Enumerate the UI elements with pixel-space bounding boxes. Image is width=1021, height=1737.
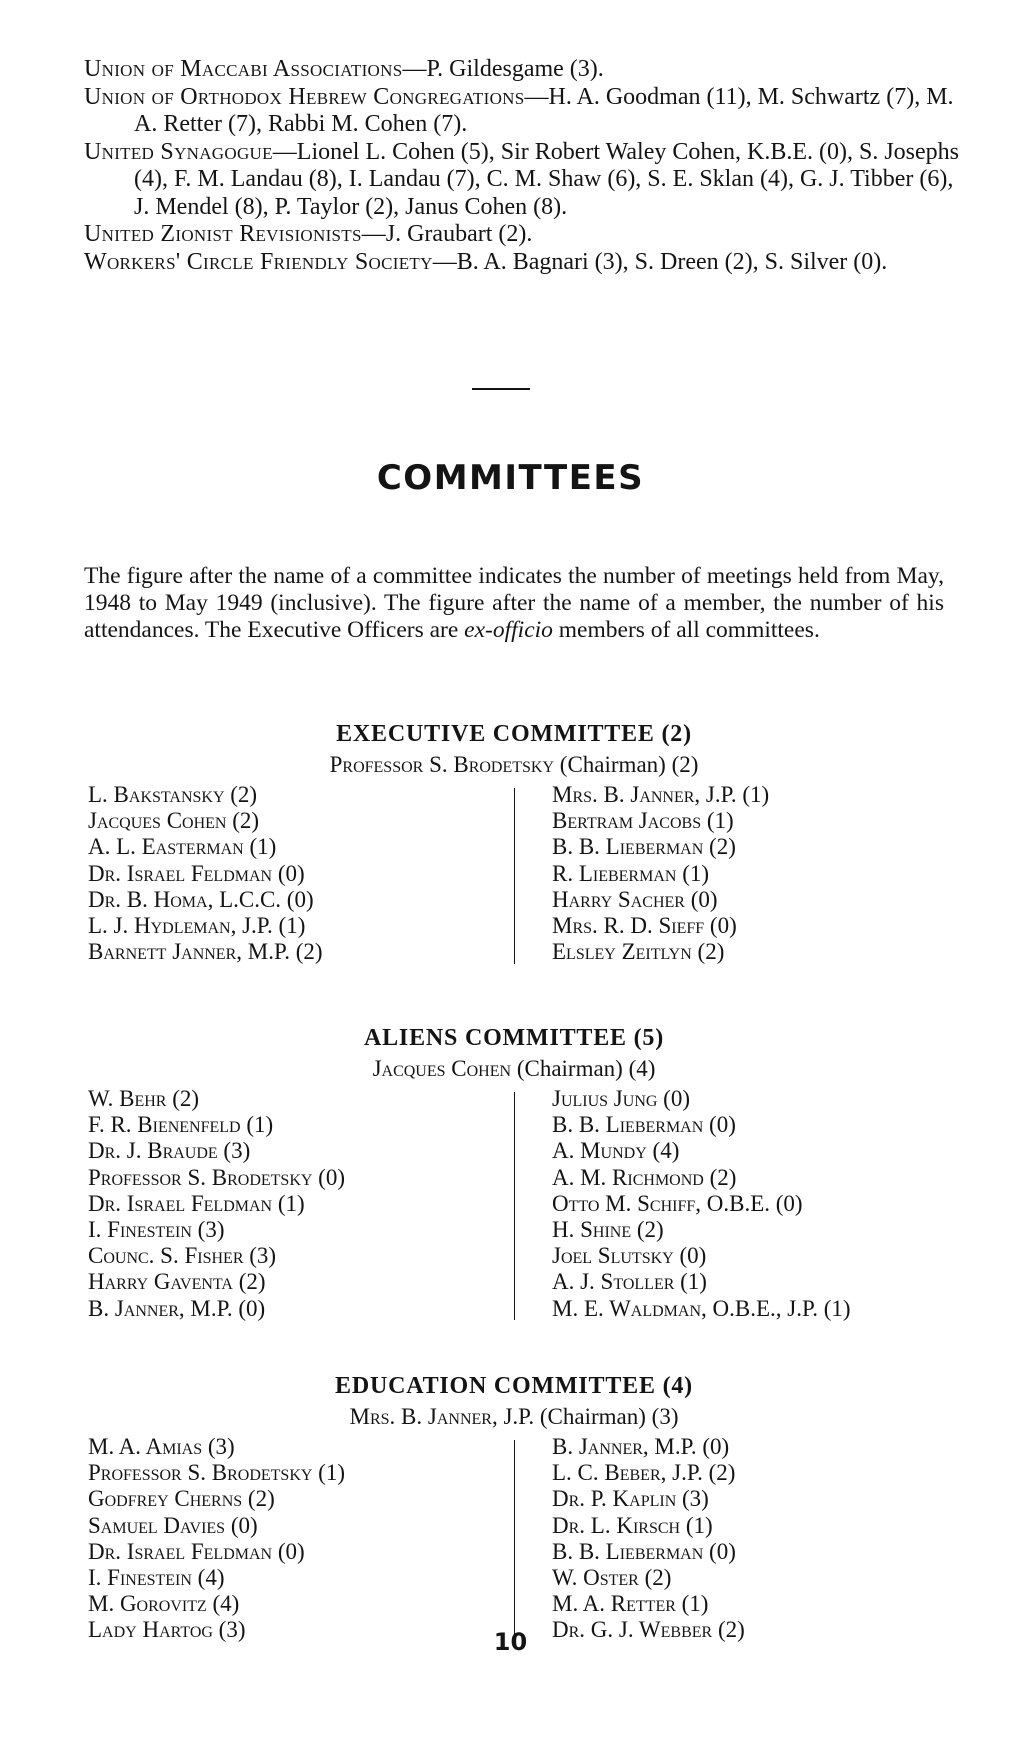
member-entry: Professor S. Brodetsky (0) [88, 1164, 345, 1190]
member-entry: Elsley Zeitlyn (2) [552, 939, 725, 965]
member-entry: Dr. Israel Feldman (0) [88, 860, 305, 886]
member-columns [84, 782, 944, 968]
member-entry: B. B. Lieberman (0) [552, 1538, 736, 1564]
member-entry: R. Lieberman (1) [552, 860, 710, 886]
chairman-role: (Chairman) (2) [554, 752, 699, 777]
member-entry: L. C. Beber, J.P. (2) [552, 1460, 736, 1486]
chairman-role: (Chairman) (4) [511, 1056, 656, 1081]
member-entry: Godfrey Cherns (2) [88, 1486, 275, 1512]
committee-chairman [84, 750, 944, 782]
member-entry: Dr. J. Braude (3) [88, 1138, 251, 1164]
member-entry: Lady Hartog (3) [88, 1617, 246, 1643]
member-entry: Dr. B. Homa, L.C.C. (0) [88, 886, 314, 912]
page-number: 10 [493, 1628, 528, 1656]
executive-committee [84, 718, 944, 968]
member-entry: B. B. Lieberman (0) [552, 1112, 736, 1138]
committee-title: EDUCATION COMMITTEE (4) [335, 1373, 693, 1399]
member-entry: I. Finestein (4) [88, 1565, 225, 1591]
delegate-list [84, 56, 964, 276]
aliens-committee [84, 1022, 944, 1326]
member-entry: Dr. G. J. Webber (2) [552, 1617, 745, 1643]
intro-paragraph [84, 563, 944, 644]
committee-title: EXECUTIVE COMMITTEE (2) [336, 721, 692, 747]
member-entry: Julius Jung (0) [552, 1086, 690, 1111]
member-entry: Dr. Israel Feldman (1) [88, 1190, 305, 1216]
organisation-name: United Zionist Revisionists [84, 221, 362, 247]
delegate-entry [84, 139, 964, 222]
delegate-entry [84, 84, 964, 139]
organisation-name: Union of Orthodox Hebrew Congregations [84, 83, 525, 110]
member-list-left [88, 1434, 508, 1644]
member-entry: Harry Sacher (0) [552, 886, 718, 912]
member-entry: W. Behr (2) [88, 1086, 200, 1111]
member-entry: B. Janner, M.P. (0) [552, 1434, 730, 1459]
member-entry: M. A. Retter (1) [552, 1591, 709, 1617]
member-list-right [552, 1086, 952, 1322]
chairman-name: Jacques Cohen [372, 1056, 512, 1081]
member-entry: Harry Gaventa (2) [88, 1269, 266, 1295]
member-entry: Barnett Janner, M.P. (2) [88, 939, 323, 965]
member-entry: H. Shine (2) [552, 1217, 664, 1243]
member-entry: I. Finestein (3) [88, 1217, 225, 1243]
chairman-name: Mrs. B. Janner, J.P. [349, 1404, 535, 1429]
member-entry: W. Oster (2) [552, 1565, 672, 1591]
delegate-members: —Lionel L. Cohen (5), Sir Robert Waley Cohen, K.B.E. (0), S. Josephs (4), F. M. Landau (8), I. Landau (7), C. M. Shaw (6), S. E. Sklan (4), G. J. Tibber (6), J. Mendel (8), P. Taylor (2), Janus Cohen (8). [134, 138, 960, 220]
member-columns [84, 1434, 944, 1646]
member-entry: Bertram Jacobs (1) [552, 808, 734, 834]
delegate-entry [84, 56, 964, 84]
member-entry: L. J. Hydleman, J.P. (1) [88, 913, 306, 939]
member-list-left [88, 1086, 508, 1322]
column-divider [514, 1092, 515, 1320]
member-entry: Dr. P. Kaplin (3) [552, 1486, 709, 1512]
member-entry: Jacques Cohen (2) [88, 808, 260, 834]
intro-text: The figure after the name of a committee indicates the number of meetings held from May, 1948 to May 1949 (inclusive). The figure after the name of a member, the number of his attendances. The Executive Officers are [84, 563, 944, 643]
member-entry: L. Bakstansky (2) [88, 782, 258, 807]
column-divider [514, 788, 515, 964]
member-entry: F. R. Bienenfeld (1) [88, 1112, 274, 1138]
organisation-name: Union of Maccabi Associations [84, 56, 403, 82]
member-list-right [552, 1434, 952, 1644]
member-entry: B. Janner, M.P. (0) [88, 1295, 266, 1321]
organisation-name: Workers' Circle Friendly Society [84, 248, 433, 275]
member-entry: Counc. S. Fisher (3) [88, 1243, 277, 1269]
member-entry: Mrs. R. D. Sieff (0) [552, 913, 737, 939]
member-entry: A. J. Stoller (1) [552, 1269, 707, 1295]
intro-text-end: members of all committees. [552, 617, 820, 643]
member-entry: Dr. L. Kirsch (1) [552, 1512, 713, 1538]
committee-title: ALIENS COMMITTEE (5) [363, 1025, 665, 1051]
member-entry: M. A. Amias (3) [88, 1434, 235, 1459]
delegate-members: —B. A. Bagnari (3), S. Dreen (2), S. Silver (0). [432, 248, 888, 275]
member-entry: B. B. Lieberman (2) [552, 834, 736, 860]
committee-chairman [84, 1054, 944, 1086]
organisation-name: United Synagogue [84, 138, 273, 165]
member-columns [84, 1086, 944, 1326]
member-entry: Joel Slutsky (0) [552, 1243, 707, 1269]
committee-chairman [84, 1402, 944, 1434]
member-entry: Professor S. Brodetsky (1) [88, 1460, 345, 1486]
member-entry: Dr. Israel Feldman (0) [88, 1538, 305, 1564]
chairman-name: Professor S. Brodetsky [329, 752, 555, 777]
member-entry: Samuel Davies (0) [88, 1512, 258, 1538]
delegate-members: —P. Gildesgame (3). [402, 56, 604, 82]
intro-emphasis: ex-officio [464, 617, 553, 643]
chairman-role: (Chairman) (3) [534, 1404, 679, 1429]
member-entry: Otto M. Schiff, O.B.E. (0) [552, 1190, 803, 1216]
page-title: COMMITTEES [376, 458, 645, 498]
section-divider [472, 388, 530, 390]
member-list-right [552, 782, 952, 965]
delegate-members: —J. Graubart (2). [361, 221, 533, 247]
member-list-left [88, 782, 508, 965]
delegate-entry [84, 249, 964, 277]
member-entry: A. L. Easterman (1) [88, 834, 277, 860]
member-entry: A. M. Richmond (2) [552, 1164, 737, 1190]
delegate-members: —H. A. Goodman (11), M. Schwartz (7), M. A. Retter (7), Rabbi M. Cohen (7). [134, 83, 954, 137]
delegate-entry [84, 221, 964, 249]
member-entry: M. Gorovitz (4) [88, 1591, 240, 1617]
column-divider [514, 1440, 515, 1642]
member-entry: A. Mundy (4) [552, 1138, 680, 1164]
education-committee [84, 1370, 944, 1646]
member-entry: M. E. Waldman, O.B.E., J.P. (1) [552, 1295, 851, 1321]
member-entry: Mrs. B. Janner, J.P. (1) [552, 782, 770, 807]
